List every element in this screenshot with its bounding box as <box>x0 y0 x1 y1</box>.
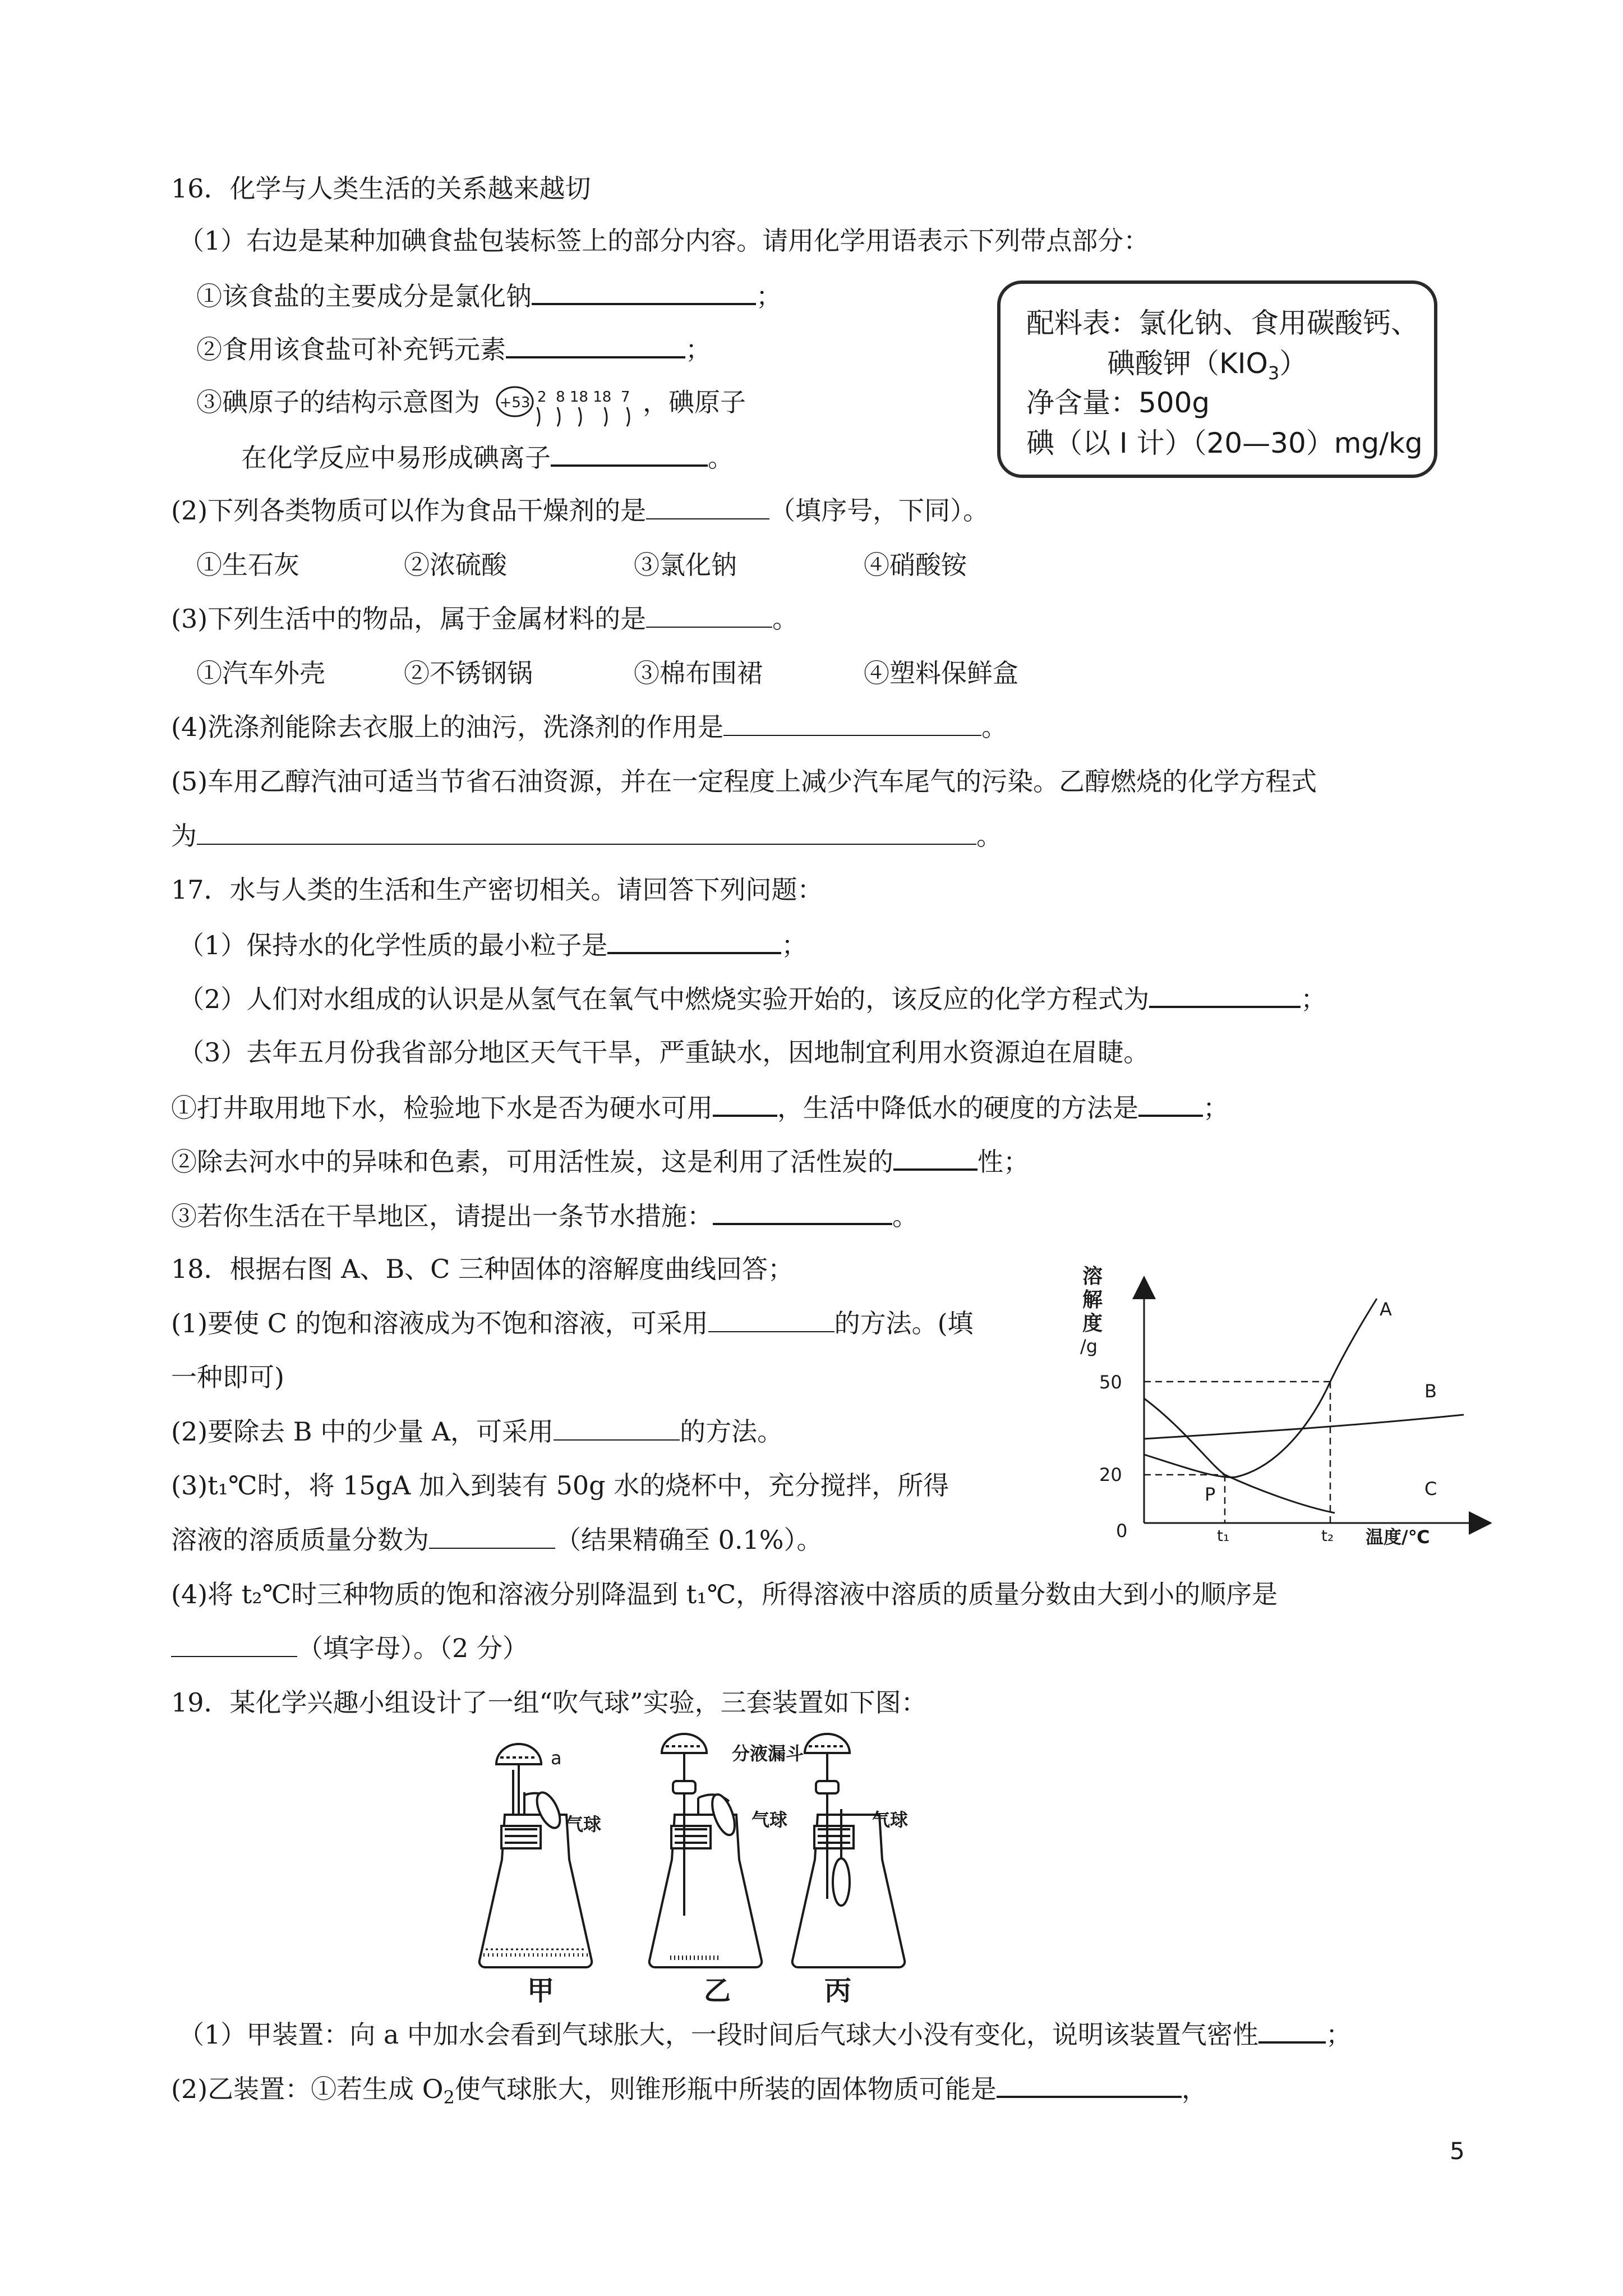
q17-title: 17．水与人类的生活和生产密切相关。请回答下列问题： <box>171 875 823 905</box>
q16-part1: （1）右边是某种加碘食盐包装标签上的部分内容。请用化学用语表示下列带点部分： <box>178 226 1150 256</box>
answer-blank[interactable] <box>997 2071 1182 2098</box>
answer-blank[interactable] <box>893 1144 978 1171</box>
q18-part3: (3)t₁℃时，将 15gA 加入到装有 50g 水的烧杯中，充分搅拌，所得 <box>171 1470 949 1501</box>
apparatus-bing <box>792 1734 905 1967</box>
answer-blank[interactable] <box>532 278 756 305</box>
answer-blank[interactable] <box>713 1090 777 1117</box>
label-balloon-yi: 气球 <box>751 1809 788 1830</box>
curve-a <box>1144 1299 1377 1477</box>
curve-label-a: A <box>1380 1299 1392 1320</box>
answer-blank[interactable] <box>723 710 981 736</box>
option: ②不锈钢锅 <box>404 658 533 688</box>
option: ③棉布围裙 <box>634 658 763 688</box>
y-tick-label: 50 <box>1099 1372 1122 1393</box>
answer-blank[interactable] <box>197 819 976 845</box>
q19-part2: (2)乙装置：①若生成 $O_2$使气球胀大，则锥形瓶中所装的固体物质可能是 ， <box>171 2071 1207 2114</box>
answer-blank[interactable] <box>708 1306 834 1332</box>
curve-label-c: C <box>1424 1478 1437 1499</box>
q16-part5: (5)车用乙醇汽油可适当节省石油资源，并在一定程度上减少汽车尾气的污染。乙醇燃烧的化学方程式 <box>171 766 1317 797</box>
q18-part1: (1)要使 C 的饱和溶液成为不饱和溶液，可采用 的方法。(填 <box>171 1306 974 1340</box>
origin-label: 0 <box>1116 1520 1128 1542</box>
caption-bing: 丙 <box>824 1975 852 2007</box>
option: ③氯化钠 <box>634 550 737 580</box>
label-line-ingredients: 配料表：氯化钠、食用碳酸钙、 <box>1026 307 1419 339</box>
caption-jia: 甲 <box>527 1975 555 2007</box>
salt-package-label <box>997 280 1437 478</box>
q16-item3-cont: 在化学反应中易形成碘离子 。 <box>241 440 734 475</box>
solubility-curve-graph <box>1066 1254 1492 1557</box>
label-a: a <box>551 1747 562 1769</box>
q18-part1-cont: 一种即可) <box>171 1362 284 1392</box>
label-balloon-bing: 气球 <box>872 1809 909 1830</box>
q16-title: 16．化学与人类生活的关系越来越切 <box>171 173 591 204</box>
q16-part5-cont: 为 。 <box>171 819 1002 853</box>
q18-part2: (2)要除去 B 中的少量 A，可采用 的方法。 <box>171 1415 783 1448</box>
x-axis-label: 温度/℃ <box>1366 1526 1430 1548</box>
point-label-p: P <box>1205 1484 1216 1505</box>
q18-part4: (4)将 t₂℃时三种物质的饱和溶液分别降温到 t₁℃，所得溶液中溶质的质量分数由大到小的顺序是 <box>171 1579 1278 1609</box>
q18-title: 18．根据右图 A、B、C 三种固体的溶解度曲线回答； <box>171 1254 794 1284</box>
q17-sub1: ①打井取用地下水，检验地下水是否为硬水可用 ，生活中降低水的硬度的方法是 ； <box>171 1090 1229 1125</box>
label-line-kio3: 碘酸钾$(KIO_3)$ <box>1107 347 1308 384</box>
answer-blank[interactable] <box>646 602 772 628</box>
q17-sub2: ②除去河水中的异味和色素，可用活性炭，这是利用了活性炭的 性； <box>171 1144 1029 1179</box>
answer-blank[interactable] <box>1149 981 1301 1008</box>
answer-blank[interactable] <box>646 494 769 519</box>
label-line-net-content: 净含量：500g <box>1026 386 1210 419</box>
q19-title: 19．某化学兴趣小组设计了一组“吹气球”实验，三套装置如下图： <box>171 1687 927 1718</box>
q19-part1: （1）甲装置：向 a 中加水会看到气球胀大，一段时间后气球大小没有变化，说明该装置气密性 ； <box>178 2017 1352 2051</box>
answer-blank[interactable] <box>554 1415 680 1441</box>
q16-item1: ①该食盐的主要成分是氯化钠 ； <box>196 278 782 313</box>
curve-c <box>1144 1398 1335 1513</box>
x-tick-label: t₁ <box>1217 1526 1230 1545</box>
label-balloon-jia: 气球 <box>565 1814 602 1835</box>
answer-blank[interactable] <box>713 1198 892 1225</box>
x-tick-label: t₂ <box>1321 1526 1334 1545</box>
q16-item2: ②食用该食盐可补充钙元素 ； <box>196 332 711 366</box>
q18-part3-cont: 溶液的溶质质量分数为 （结果精确至 0.1%）。 <box>171 1523 823 1557</box>
curve-label-b: B <box>1424 1381 1437 1402</box>
answer-blank[interactable] <box>1258 2017 1326 2044</box>
q17-part2: （2）人们对水组成的认识是从氢气在氧气中燃烧实验开始的，该反应的化学方程式为 ； <box>178 981 1326 1016</box>
caption-yi: 乙 <box>704 1975 731 2007</box>
answer-blank[interactable] <box>506 332 685 358</box>
q16-part3-options <box>196 656 1018 690</box>
q17-sub3: ③若你生活在干旱地区，请提出一条节水措施： 。 <box>171 1198 918 1233</box>
answer-blank[interactable] <box>607 927 781 954</box>
label-line-iodine: 碘（以 I 计）（20—30）mg/kg <box>1026 427 1423 459</box>
q16-part2: (2)下列各类物质可以作为食品干燥剂的是 （填序号，下同）。 <box>171 494 989 527</box>
y-axis-label-char: 溶 <box>1082 1265 1103 1288</box>
q16-item3: ③碘原子的结构示意图为 ，碘原子 <box>196 387 746 417</box>
apparatus-yi <box>649 1734 762 1967</box>
nucleus-charge: +53 <box>499 394 531 411</box>
answer-blank[interactable] <box>429 1523 555 1549</box>
label-funnel: 分液漏斗 <box>732 1743 804 1764</box>
y-axis-label-char: 解 <box>1082 1289 1103 1312</box>
q18-part4-cont: （填字母）。（2 分） <box>171 1631 528 1665</box>
y-axis-label-char: /g <box>1080 1336 1098 1357</box>
y-axis-label-char: 度 <box>1082 1312 1103 1335</box>
apparatus-jia <box>479 1744 592 1967</box>
option: ④硝酸铵 <box>864 550 967 580</box>
electron-shells: 2 8 18 18 7 <box>537 389 630 406</box>
answer-blank[interactable] <box>1138 1090 1203 1117</box>
q17-part1: （1）保持水的化学性质的最小粒子是 ； <box>178 927 807 962</box>
q16-part4: (4)洗涤剂能除去衣服上的油污，洗涤剂的作用是 。 <box>171 710 1007 744</box>
balloon-apparatus-figure <box>465 1731 1004 2011</box>
option: ①生石灰 <box>196 550 299 580</box>
answer-blank[interactable] <box>171 1631 297 1657</box>
iodine-atom-structure-diagram <box>494 379 662 427</box>
q16-part3: (3)下列生活中的物品，属于金属材料的是 。 <box>171 602 798 636</box>
answer-blank[interactable] <box>551 440 708 467</box>
page-number: 5 <box>1450 2137 1465 2165</box>
y-tick-label: 20 <box>1099 1464 1122 1485</box>
q17-part3: （3）去年五月份我省部分地区天气干旱，严重缺水，因地制宜利用水资源迫在眉睫。 <box>178 1037 1150 1068</box>
option: ①汽车外壳 <box>196 658 325 688</box>
q16-part2-options <box>196 548 967 582</box>
option: ②浓硫酸 <box>404 550 507 580</box>
option: ④塑料保鲜盒 <box>864 658 1018 688</box>
